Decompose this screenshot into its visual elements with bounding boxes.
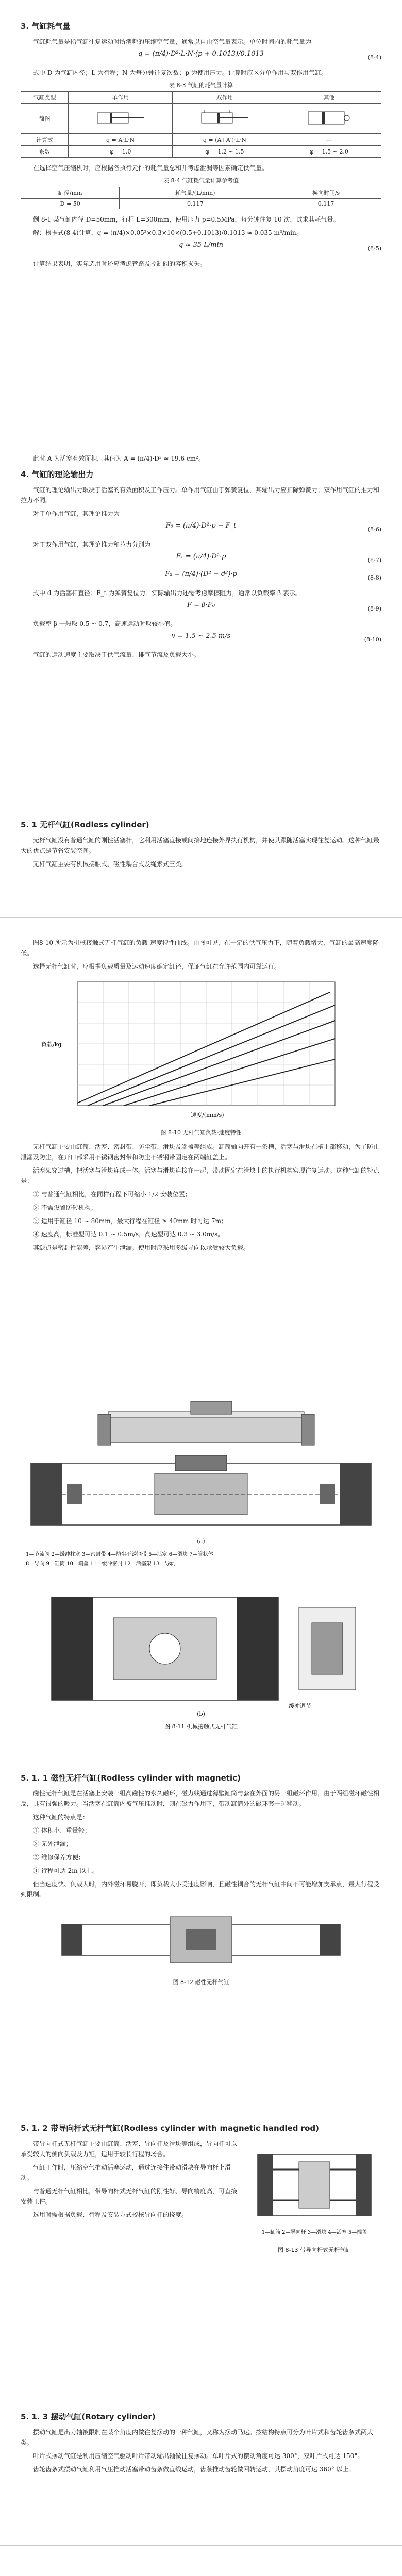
paragraph: 选用时需根据负载、行程及安装方式校核导向杆的挠度。: [33, 2211, 188, 2218]
table-cell: 0.117: [120, 199, 271, 209]
paragraph: 式中 D 为气缸内径；L 为行程；N 为每分钟往复次数；p 为使用压力。计算时应区分单作用与双作用气缸。: [33, 69, 327, 76]
table-header-cell: 双作用: [173, 92, 277, 104]
cylinder-diagram: [196, 108, 253, 128]
section-title: 3. 气缸耗气量: [21, 22, 71, 31]
paragraph: 气缸的运动速度主要取决于供气流量、排气节流及负载大小。: [33, 651, 200, 658]
table-header-cell: 其他: [277, 92, 381, 104]
table-cell: 0.117: [271, 199, 381, 209]
section-rotary-cylinder: [21, 2411, 381, 2478]
equation: [21, 553, 381, 570]
figure-column: [247, 2139, 381, 2256]
section-guide-rod-rodless: [21, 2123, 381, 2256]
paragraph: 计算结果表明，实际选用时还应考虑管路及控制阀的容积损失。: [33, 260, 207, 267]
paragraph: 其缺点是密封性能差，容易产生泄漏。使用时应采用多级导向以承受较大负载。: [33, 1244, 250, 1251]
paragraph: 此时 A 为活塞有效面积，其值为 A = (π/4)·D² ≈ 19.6 cm²。: [33, 455, 205, 462]
cylinder-3d-view: [98, 1401, 314, 1445]
figure-caption: 图 8-12 磁性无杆气缸: [173, 1979, 229, 1986]
table-cell: 系数: [21, 146, 69, 158]
guide-rod-cylinder-drawing: [247, 2139, 381, 2242]
table-cell: 简图: [21, 104, 69, 134]
paragraph: 对于双作用气缸，其理论推力和拉力分别为: [33, 541, 151, 548]
equation: [21, 601, 381, 619]
figure-legend: 8—导向 9—缸筒 10—端盖 11—缓冲密封 12—活塞架 13—导轨: [26, 1561, 175, 1567]
equation: [21, 522, 381, 539]
rodless-cylinder-drawing-b: [21, 1587, 381, 1736]
equation-number: (8-7): [367, 557, 381, 564]
equation-number: (8-6): [367, 526, 381, 533]
section-air-consumption: [21, 21, 381, 272]
paragraph: ② 无外泄漏；: [33, 1840, 72, 1848]
equation-number: (8-9): [367, 605, 381, 612]
paragraph: 气缸耗气量是指气缸往复运动时所消耗的压缩空气量，通常以自由空气量表示。单位时间内的耗气量为: [33, 38, 312, 45]
equation-number: (8-4): [367, 54, 381, 61]
table-cell: q = (A+A')·L·N: [173, 134, 277, 146]
reference-table: [21, 187, 381, 209]
figure-caption: 图 8-13 带导向杆式无杆气缸: [278, 2247, 351, 2253]
consumption-table: [21, 91, 381, 158]
cylinder-diagram: [300, 108, 357, 128]
paragraph: 活塞架穿过槽，把活塞与滑块连成一体。活塞与滑块连接在一起，带动固定在滑块上的执行机构实现往复运动。这种气缸的特点是：: [21, 1167, 380, 1184]
table-cell: φ = 1.0: [68, 146, 172, 158]
paragraph: 对于单作用气缸，其理论推力为: [33, 510, 120, 517]
equation-text: q ≈ 35 L/min: [178, 241, 224, 249]
table-header-cell: 单作用: [68, 92, 172, 104]
section-output-force: [21, 453, 381, 663]
table-cell: D = 50: [21, 199, 120, 209]
figure-caption: 图 8-10 无杆气缸负载-速度特性: [160, 1129, 242, 1136]
paragraph: 例 8-1 某气缸内径 D=50mm，行程 L=300mm，使用压力 p=0.5MPa，每分钟往复 10 次，试求其耗气量。: [33, 216, 340, 223]
paragraph: 气缸工作时，压缩空气推动活塞运动，通过连接件带动滑块在导向杆上滑动。: [21, 2164, 231, 2181]
paragraph: 齿轮齿条式摆动气缸利用气压推动活塞带动齿条做直线运动，齿条推动齿轮做回转运动，其摆动角度可达 360° 以上。: [33, 2466, 355, 2473]
paragraph: 在选择空气压缩机时，应根据各执行元件的耗气量总和并考虑泄漏等因素确定供气量。: [33, 164, 269, 172]
section-title: 5. 1 无杆气缸(Rodless cylinder): [21, 820, 149, 829]
figure-sub-caption: (b): [197, 1710, 205, 1717]
section-mechanical-figure: [21, 1401, 381, 1736]
table-title: 表 8-4 气缸耗气量计算参考值: [163, 177, 239, 184]
table-cell: q = A·L·N: [68, 134, 172, 146]
side-label: 缓冲调节: [289, 1703, 311, 1709]
table-cell: φ = 1.5 ~ 2.0: [277, 146, 381, 158]
paragraph: 解：根据式(8-4)计算，q = (π/4)×0.05²×0.3×10×(0.5+0.1013)/0.1013 ≈ 0.035 m³/min。: [33, 229, 303, 236]
load-speed-chart: [21, 977, 381, 1126]
section-title: 5. 1. 1 磁性无杆气缸(Rodless cylinder with magnetic): [21, 1773, 241, 1783]
paragraph: 负载率 β 一般取 0.5 ~ 0.7，高速运动时取较小值。: [33, 620, 177, 628]
figure-caption: 图 8-11 机械接触式无杆气缸: [164, 1723, 238, 1730]
paragraph: 式中 d 为活塞杆直径；F_t 为弹簧复位力。实际输出力还需考虑摩擦阻力，通常以负载率 β 表示。: [33, 589, 301, 597]
equation: [21, 570, 381, 588]
chart-y-label: 负载/kg: [41, 1041, 62, 1048]
two-column-block: [21, 2139, 381, 2256]
section-magnetic-rodless: [21, 1772, 381, 1988]
equation: [21, 241, 381, 259]
paragraph: 但当速度快、负载大时，内外磁环易脱开，即负载大小受速度影响，且磁性耦合的无杆气缸中间不可能增加支承点，最大行程受到限制。: [21, 1880, 380, 1898]
paragraph: ① 体积小、重量轻；: [33, 1827, 91, 1834]
paragraph: 选择无杆气缸时，应根据负载质量及运动速度确定缸径，保证气缸在允许范围内可靠运行。: [33, 963, 281, 970]
table-cell: [277, 104, 381, 134]
section-title: 5. 1. 3 摆动气缸(Rotary cylinder): [21, 2412, 156, 2421]
paragraph: 叶片式摆动气缸是利用压缩空气驱动叶片带动输出轴做往复摆动。单叶片式的摆动角度可达 300°，双叶片式可达 150°。: [33, 2452, 364, 2460]
paragraph: 磁性无杆气缸是在活塞上安装一组高磁性的永久磁环，磁力线通过薄壁缸筒与套在外面的另一组磁环作用，由于两组磁环磁性相反，具有很强的吸力。当活塞在缸筒内被气压推动时，则在磁力作用下，带动缸筒外的磁环套一起移动。: [21, 1790, 380, 1807]
cylinder-section-view: [31, 1455, 371, 1525]
equation: [21, 632, 381, 650]
table-cell: [68, 104, 172, 134]
paragraph: ③ 维修保养方便；: [33, 1854, 85, 1861]
table-cell: 计算式: [21, 134, 69, 146]
paragraph: ① 与普通气缸相比，在同样行程下可缩小 1/2 安装位置；: [33, 1191, 191, 1198]
section-title: 4. 气缸的理论输出力: [21, 470, 94, 479]
equation-text: q = (π/4)·D²·L·N·(p + 0.1013)/0.1013: [138, 50, 264, 58]
equation-text: v = 1.5 ~ 2.5 m/s: [171, 632, 231, 640]
chart-x-label: 速度/(mm/s): [191, 1112, 224, 1118]
paragraph: 无杆气缸没有普通气缸的刚性活塞杆，它利用活塞直接或间接地连接外界执行机构，并使其跟随活塞实现往复运动。这种气缸最大的优点是节省安装空间。: [21, 837, 380, 854]
section-title: 5. 1. 2 带导向杆式无杆气缸(Rodless cylinder with magnetic handled rod): [21, 2124, 320, 2133]
paragraph: 带导向杆式无杆气缸主要由缸筒、活塞、导向杆及滑块等组成，导向杆可以承受较大的侧向负载及力矩，适用于较长行程的场合。: [21, 2140, 238, 2158]
figure-legend: 1—缸筒 2—导向杆 3—滑块 4—活塞 5—端盖: [261, 2230, 367, 2235]
equation-number: (8-5): [367, 245, 381, 252]
paragraph: 与普通无杆气缸相比，带导向杆式无杆气缸的刚性好、导向精度高，可直接安装工件。: [21, 2188, 238, 2205]
figure-sub-caption: (a): [197, 1538, 205, 1545]
equation: [21, 50, 381, 67]
equation-number: (8-10): [364, 636, 381, 643]
table-cell: φ = 1.2 ~ 1.5: [173, 146, 277, 158]
table-header-cell: 缸径/mm: [21, 187, 120, 199]
table-cell: [173, 104, 277, 134]
paragraph: 摆动气缸是出力轴被限制在某个角度内做往复摆动的一种气缸，又称为摆动马达。按结构特点可分为叶片式和齿轮齿条式两大类。: [21, 2429, 374, 2446]
paragraph: 无杆气缸主要有机械接触式、磁性耦合式及绳索式三类。: [33, 860, 188, 868]
table-title: 表 8-3 气缸的耗气量计算: [169, 82, 233, 89]
rodless-cylinder-drawing-a: [21, 1401, 381, 1571]
paragraph: ③ 适用于缸径 10 ~ 80mm，最大行程在缸径 ≥ 40mm 时可达 7m；: [33, 1217, 227, 1225]
table-header-cell: 换向时间/s: [271, 187, 381, 199]
equation-text: F₂ = (π/4)·(D² − d²)·p: [165, 570, 237, 578]
equation-text: F₁ = (π/4)·D²·p: [176, 553, 226, 561]
paragraph: ④ 速度高，标准型可达 0.1 ~ 0.5m/s，高速型可达 0.3 ~ 3.0m/s。: [33, 1231, 224, 1238]
paragraph: 这种气缸的特点是：: [33, 1814, 89, 1821]
paragraph: 气缸的理论输出力取决于活塞的有效面积及工作压力。单作用气缸由于弹簧复位，其输出力应扣除弹簧力；双作用气缸的推力和拉力不同。: [21, 486, 380, 504]
page-divider: [0, 917, 402, 918]
magnetic-cylinder-drawing: [21, 1904, 381, 1976]
table-header-cell: 气缸类型: [21, 92, 69, 104]
figure-legend: 1—节流阀 2—缓冲柱塞 3—密封带 4—防尘不锈钢带 5—活塞 6—滑块 7—管状体: [26, 1552, 213, 1557]
text-column: [21, 2139, 239, 2256]
cylinder-diagram: [92, 108, 149, 128]
paragraph: 图8-10 所示为机械接触式无杆气缸的负载-速度特性曲线。由图可见，在一定的供气压力下，随着负载增大，气缸的最高速度降低。: [21, 939, 379, 957]
section-load-speed: [21, 938, 381, 1256]
paragraph: ④ 行程可达 2m 以上。: [33, 1867, 98, 1874]
equation-number: (8-8): [367, 574, 381, 581]
paragraph: 无杆气缸主要由缸筒、活塞、密封带、防尘带、滑块及端盖等组成。缸筒轴向开有一条槽，活塞与滑块在槽上部移动，为了防止泄漏及防尘，在开口部采用不锈钢密封带和防尘不锈钢带固定在两端缸盖上。: [21, 1143, 380, 1161]
paragraph: ② 不需设置防转机构；: [33, 1204, 97, 1211]
equation-text: F = β·F₀: [187, 601, 215, 609]
table-cell: —: [277, 134, 381, 146]
section-rodless-cylinder: [21, 819, 381, 872]
equation-text: F₀ = (π/4)·D²·p − F_t: [165, 522, 237, 530]
page-divider: [0, 2545, 402, 2546]
table-header-cell: 耗气量/(L/min): [120, 187, 271, 199]
